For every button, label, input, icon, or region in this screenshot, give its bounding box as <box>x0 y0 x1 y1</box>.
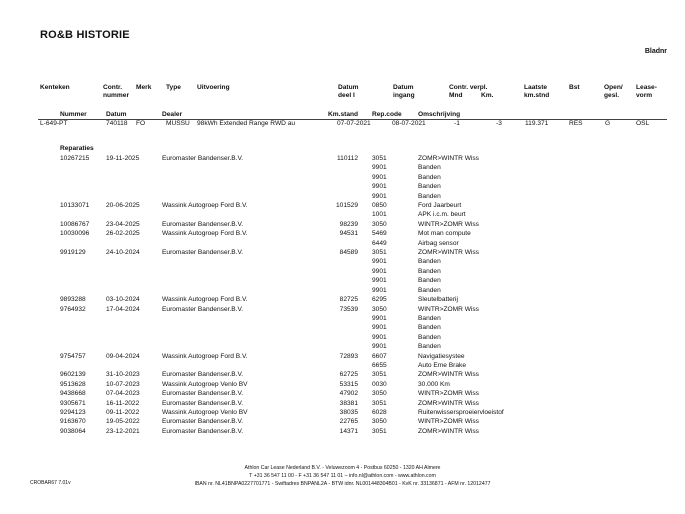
repair-dealer <box>162 361 248 370</box>
repair-omschrijving: 30.000 Km <box>418 380 450 388</box>
repair-nummer <box>60 361 89 370</box>
repair-km <box>330 267 358 276</box>
repair-nummer <box>60 210 89 219</box>
header-repair-datum: Datum <box>106 111 127 118</box>
repair-km <box>330 342 358 351</box>
repair-datum <box>106 286 140 295</box>
vehicle-datum-deel: 07-07-2021 <box>337 120 371 127</box>
repair-omschrijving: Banden <box>418 314 441 322</box>
repair-dealer: Euromaster Bandenser.B.V. <box>162 399 244 407</box>
repair-nummer: 9305671 <box>60 399 86 407</box>
repair-code: 9901 <box>372 183 387 191</box>
repair-nummer <box>60 342 89 351</box>
repair-km: 84589 <box>339 249 358 257</box>
repair-dealer: Euromaster Bandenser.B.V. <box>162 305 244 313</box>
repair-km <box>330 314 358 323</box>
header-km-stnd: km.stnd <box>524 92 550 99</box>
repair-datum <box>106 192 140 201</box>
header-bst: Bst <box>569 84 580 91</box>
repair-dealer <box>162 267 248 276</box>
repair-datum <box>106 333 140 342</box>
repair-code-column <box>372 154 387 436</box>
repair-omschrijving: Banden <box>418 333 441 341</box>
repair-nummer <box>60 323 89 332</box>
repair-datum: 09-11-2022 <box>106 408 140 416</box>
repair-km: 53315 <box>339 380 358 388</box>
repair-nummer: 9602139 <box>60 371 86 379</box>
repair-km <box>330 361 358 370</box>
repair-datum: 24-10-2024 <box>106 249 140 257</box>
repair-dealer: Wassink Autogroep Ford B.V. <box>162 352 248 360</box>
header-kmstand: Km.stand <box>328 111 359 118</box>
header-vorm: vorm <box>636 92 653 99</box>
repair-omschrijving: Banden <box>418 343 441 351</box>
repair-dealer: Wassink Autogroep Ford B.V. <box>162 230 248 238</box>
repair-omschrijving: Banden <box>418 258 441 266</box>
header-deel-i: deel I <box>338 92 355 99</box>
repair-km: 82725 <box>339 296 358 304</box>
repair-code: 9901 <box>372 267 387 275</box>
repair-omschrijving: Sleutelbatterij <box>418 296 458 304</box>
repair-km: 98239 <box>339 220 358 228</box>
repair-km <box>330 323 358 332</box>
repair-code: 1001 <box>372 211 387 219</box>
repair-omschrijving: Banden <box>418 173 441 181</box>
footer-address: Athlon Car Lease Nederland B.V. - Veluwezoom 4 - Postbus 60250 - 1320 AH Almere <box>244 465 441 471</box>
repair-omschrijving: Auto Eme Brake <box>418 361 467 369</box>
repair-omschrijving: Banden <box>418 324 441 332</box>
repair-nummer: 9919129 <box>60 249 86 257</box>
repair-nummer <box>60 314 89 323</box>
repair-datum: 19-05-2022 <box>106 418 140 426</box>
repair-dealer: Euromaster Bandenser.B.V. <box>162 427 244 435</box>
repair-nummer: 10086767 <box>60 220 90 228</box>
repair-nummer <box>60 182 89 191</box>
repair-datum: 20-06-2025 <box>106 202 140 210</box>
page-number-label: Bladnr <box>644 48 667 55</box>
repair-datum: 16-11-2022 <box>106 399 140 407</box>
header-repair-nummer: Nummer <box>60 111 87 118</box>
repair-nummer: 9754757 <box>60 352 86 360</box>
repair-km: 101529 <box>335 202 358 210</box>
header-omschrijving: Omschrijving <box>418 111 461 118</box>
repair-datum: 23-04-2025 <box>106 220 140 228</box>
repair-nummer <box>60 267 89 276</box>
repair-code: 3051 <box>372 427 387 435</box>
repair-code: 6607 <box>372 352 387 360</box>
header-uitvoering: Uitvoering <box>197 84 230 91</box>
repair-dealer: Wassink Autogroep Venlo BV <box>162 408 248 416</box>
repair-omschrijving: Navigatiesystee <box>418 352 465 360</box>
repair-nummer: 9764932 <box>60 305 86 313</box>
repair-code: 3050 <box>372 305 387 313</box>
repair-omschrijving: Banden <box>418 164 441 172</box>
repair-nummer <box>60 192 89 201</box>
vehicle-merk: FO <box>136 120 146 127</box>
repair-code: 6655 <box>372 361 387 369</box>
repair-omschrijving: Banden <box>418 183 441 191</box>
repair-nummer <box>60 257 89 266</box>
repair-omschrijving-column <box>418 154 504 436</box>
repair-code: 9901 <box>372 173 387 181</box>
repair-code: 9901 <box>372 164 387 172</box>
repair-omschrijving: Banden <box>418 277 441 285</box>
repair-datum <box>106 361 140 370</box>
repair-omschrijving: Banden <box>418 192 441 200</box>
repair-dealer: Euromaster Bandenser.B.V. <box>162 249 244 257</box>
header-ingang: ingang <box>393 92 415 99</box>
vehicle-laatste-km: 119.371 <box>525 120 549 127</box>
repair-omschrijving: WINTR>ZOMR Wiss <box>418 220 479 228</box>
header-mnd: Mnd <box>449 92 463 99</box>
repair-code: 3051 <box>372 249 387 257</box>
header-kenteken: Kenteken <box>40 84 70 91</box>
repair-km: 47902 <box>339 390 358 398</box>
repair-km <box>330 163 358 172</box>
repair-omschrijving: Banden <box>418 267 441 275</box>
header-gesl: gesl. <box>604 92 620 99</box>
repair-nummer: 9038064 <box>60 427 86 435</box>
repair-nummer: 9513628 <box>60 380 86 388</box>
repair-dealer <box>162 342 248 351</box>
repair-nummer: 9163670 <box>60 418 86 426</box>
repair-dealer <box>162 333 248 342</box>
repair-code: 0030 <box>372 380 387 388</box>
repair-dealer <box>162 182 248 191</box>
header-repcode: Rep.code <box>372 111 402 118</box>
header-contr-verpl: Contr. verpl. <box>449 84 488 91</box>
repair-datum: 23-12-2021 <box>106 427 140 435</box>
header-type: Type <box>166 84 181 91</box>
repair-datum: 07-04-2023 <box>106 390 140 398</box>
header-datum-deel: Datum <box>338 84 359 91</box>
repair-omschrijving: ZOMR>WINTR Wiss <box>418 249 479 257</box>
repair-datum <box>106 342 140 351</box>
repair-nummer <box>60 276 89 285</box>
repair-code: 5469 <box>372 230 387 238</box>
repair-km: 14371 <box>339 427 358 435</box>
repair-code: 9901 <box>372 333 387 341</box>
header-nummer: nummer <box>103 92 130 99</box>
vehicle-type: MUSSU <box>166 120 190 127</box>
footer-registration: IBAN nr. NL41BNPA0227701771 - Swiftadres BNPANL2A - BTW idnr. NL001448304B01 - KvK nr. 33136871 - AFM nr. 12012477 <box>194 481 491 487</box>
header-km: Km. <box>481 92 494 99</box>
repair-datum <box>106 182 140 191</box>
repair-code: 6028 <box>372 408 387 416</box>
repair-omschrijving: ZOMR>WINTR Wiss <box>418 399 479 407</box>
repair-nummer <box>60 173 89 182</box>
repair-dealer: Wassink Autogroep Ford B.V. <box>162 296 248 304</box>
footer-contact: T +31 36 547 11 00 - F +31 36 547 11 01 – info.nl@athlon.com - www.athlon.com <box>249 473 436 479</box>
repair-omschrijving: WINTR>ZOMR Wiss <box>418 305 479 313</box>
repair-omschrijving: Ruitenwissersproeiervloeistof <box>418 408 504 416</box>
repair-dealer <box>162 192 248 201</box>
vehicle-open-gesl: G <box>605 120 611 127</box>
vehicle-leasevorm: OSL <box>636 120 650 127</box>
repair-dealer-column <box>162 154 248 436</box>
repair-datum <box>106 210 140 219</box>
repair-omschrijving: WINTR>ZOMR Wiss <box>418 418 479 426</box>
repair-km <box>330 192 358 201</box>
repair-datum: 31-10-2023 <box>106 371 140 379</box>
repair-dealer: Euromaster Bandenser.B.V. <box>162 418 244 426</box>
vehicle-kenteken: L-649-PT <box>40 120 68 127</box>
repair-km: 22765 <box>339 418 358 426</box>
repair-dealer: Euromaster Bandenser.B.V. <box>162 220 244 228</box>
repair-dealer <box>162 173 248 182</box>
vehicle-mnd: -1 <box>454 120 460 127</box>
repair-nummer <box>60 163 89 172</box>
repair-km: 94531 <box>339 230 358 238</box>
vehicle-uitvoering: 98kWh Extended Range RWD au <box>197 120 296 127</box>
repair-datum <box>106 173 140 182</box>
repair-code: 9901 <box>372 277 387 285</box>
repair-dealer <box>162 210 248 219</box>
repair-omschrijving: ZOMR>WINTR Wiss <box>418 155 479 162</box>
header-open: Open/ <box>604 84 623 91</box>
repair-nummer: 10267215 <box>60 155 90 162</box>
repair-km: 73539 <box>339 305 358 313</box>
repair-datum <box>106 323 140 332</box>
repair-code: 3050 <box>372 418 387 426</box>
repair-code: 6449 <box>372 239 387 247</box>
repair-datum: 19-11-2025 <box>106 155 140 162</box>
repair-nummer: 10030096 <box>60 230 90 238</box>
header-merk: Merk <box>136 84 152 91</box>
repair-omschrijving: ZOMR>WINTR Wiss <box>418 427 479 435</box>
repair-omschrijving: APK i.c.m. beurt <box>418 211 466 219</box>
vehicle-datum-ingang: 08-07-2021 <box>392 120 426 127</box>
version-label: CROBAR67 7.01v <box>30 480 71 486</box>
repair-nummer: 9893288 <box>60 296 86 304</box>
repair-code: 3050 <box>372 220 387 228</box>
vehicle-km: -3 <box>496 120 502 127</box>
header-laatste: Laatste <box>524 84 548 91</box>
repair-nummer <box>60 333 89 342</box>
vehicle-bst: RES <box>569 120 583 127</box>
header-lease: Lease- <box>636 84 657 91</box>
repair-km <box>330 257 358 266</box>
repair-dealer: Wassink Autogroep Ford B.V. <box>162 202 248 210</box>
page-title: RO&B HISTORIE <box>40 29 130 41</box>
repair-dealer: Euromaster Bandenser.B.V. <box>162 371 244 379</box>
repair-datum <box>106 163 140 172</box>
repair-dealer <box>162 163 248 172</box>
repair-nummer: 9294123 <box>60 408 86 416</box>
repair-datum <box>106 257 140 266</box>
repair-code: 3051 <box>372 399 387 407</box>
header-datum-ingang: Datum <box>393 84 414 91</box>
repair-dealer <box>162 257 248 266</box>
repair-nummer <box>60 286 89 295</box>
repair-omschrijving: Ford Jaarbeurt <box>418 202 462 210</box>
repair-km <box>330 276 358 285</box>
repair-code: 9901 <box>372 192 387 200</box>
repair-km <box>330 286 358 295</box>
repair-code: 9901 <box>372 324 387 332</box>
repair-datum <box>106 276 140 285</box>
repair-omschrijving: WINTR>ZOMR Wiss <box>418 390 479 398</box>
repair-datum <box>106 267 140 276</box>
repair-dealer: Wassink Autogroep Venlo BV <box>162 380 248 388</box>
reparaties-heading: Reparaties <box>60 145 94 152</box>
repair-omschrijving: Mot man compute <box>418 230 471 238</box>
repair-km <box>330 182 358 191</box>
header-contr: Contr. <box>103 84 123 91</box>
repair-code: 3050 <box>372 390 387 398</box>
repair-km <box>330 210 358 219</box>
repair-datum <box>106 239 140 248</box>
repair-km <box>330 173 358 182</box>
header-dealer: Dealer <box>162 111 183 118</box>
repair-dealer: Euromaster Bandenser.B.V. <box>162 155 244 162</box>
repair-code: 3051 <box>372 155 387 162</box>
repair-km: 72893 <box>339 352 358 360</box>
repair-code: 3051 <box>372 371 387 379</box>
repair-km: 62725 <box>339 371 358 379</box>
repair-nummer-column <box>60 154 89 436</box>
repair-datum: 26-02-2025 <box>106 230 140 238</box>
repair-dealer <box>162 239 248 248</box>
repair-km: 110112 <box>336 155 358 162</box>
repair-dealer: Euromaster Bandenser.B.V. <box>162 390 244 398</box>
repair-code: 9901 <box>372 314 387 322</box>
repair-datum: 10-07-2023 <box>106 380 140 388</box>
repair-nummer: 10133071 <box>60 202 90 210</box>
repair-omschrijving: Airbag sensor <box>418 239 459 247</box>
repair-code: 6295 <box>372 296 387 304</box>
repair-code: 9901 <box>372 343 387 351</box>
repair-code: 9901 <box>372 258 387 266</box>
vehicle-contract: 740118 <box>106 120 128 127</box>
repair-omschrijving: Banden <box>418 286 441 294</box>
repair-datum: 03-10-2024 <box>106 296 140 304</box>
repair-datum: 17-04-2024 <box>106 305 140 313</box>
repair-km-column <box>330 154 358 436</box>
repair-datum: 09-04-2024 <box>106 352 140 360</box>
repair-dealer <box>162 286 248 295</box>
repair-km: 38035 <box>339 408 358 416</box>
repair-dealer <box>162 276 248 285</box>
repair-dealer <box>162 323 248 332</box>
repair-km <box>330 239 358 248</box>
repair-datum <box>106 314 140 323</box>
repair-code: 9901 <box>372 286 387 294</box>
repair-omschrijving: ZOMR>WINTR Wiss <box>418 371 479 379</box>
repair-code: 0850 <box>372 202 387 210</box>
repair-nummer: 9438668 <box>60 390 86 398</box>
repair-datum-column <box>106 154 140 436</box>
repair-km: 38381 <box>339 399 358 407</box>
repair-nummer <box>60 239 89 248</box>
repair-dealer <box>162 314 248 323</box>
repair-km <box>330 333 358 342</box>
